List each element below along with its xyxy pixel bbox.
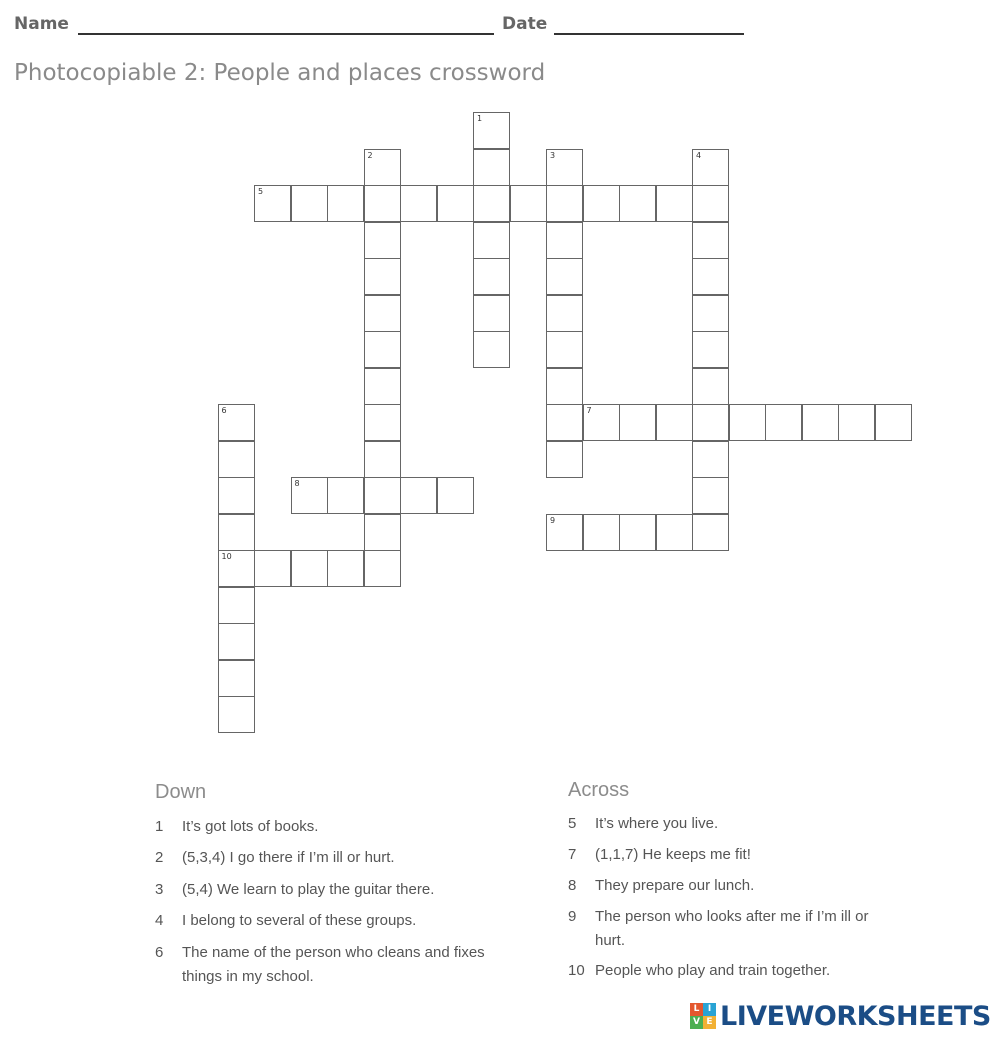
clue-item-number: 4 [155,912,164,929]
logo-text: LIVEWORKSHEETS [720,1000,991,1032]
crossword-cell[interactable] [619,404,656,441]
crossword-cell[interactable] [364,185,401,222]
crossword-cell[interactable] [729,404,766,441]
clue-item-number: 2 [155,849,164,866]
logo-icon-letter: V [690,1016,703,1029]
date-label: Date [502,14,548,34]
crossword-cell[interactable] [583,404,620,441]
crossword-cell[interactable] [218,696,255,733]
crossword-cell[interactable] [473,331,510,368]
crossword-cell[interactable] [546,368,583,405]
crossword-cell[interactable] [327,185,364,222]
logo-icon-letter: L [690,1003,703,1016]
crossword-cell[interactable] [364,368,401,405]
clue-item-number: 8 [568,877,577,894]
crossword-cell[interactable] [619,185,656,222]
crossword-cell[interactable] [291,550,328,587]
crossword-cell[interactable] [619,514,656,551]
crossword-cell[interactable] [546,185,583,222]
clue-item-text: The person who looks after me if I’m ill or hurt. [595,908,869,949]
crossword-cell[interactable] [546,404,583,441]
across-heading: Across [568,779,630,801]
crossword-cell[interactable] [546,441,583,478]
crossword-cell[interactable] [218,660,255,697]
crossword-cell[interactable] [473,222,510,259]
clue-number: 5 [258,187,264,196]
crossword-cell[interactable] [692,404,729,441]
clue-item-text: It’s got lots of books. [182,818,319,835]
crossword-cell[interactable] [254,550,291,587]
crossword-cell[interactable] [692,368,729,405]
crossword-cell[interactable] [364,404,401,441]
crossword-cell[interactable] [364,514,401,551]
crossword-cell[interactable] [437,185,474,222]
crossword-cell[interactable] [218,623,255,660]
crossword-cell[interactable] [692,295,729,332]
crossword-cell[interactable] [364,550,401,587]
crossword-cell[interactable] [254,185,291,222]
crossword-cell[interactable] [218,550,255,587]
crossword-cell[interactable] [364,222,401,259]
crossword-cell[interactable] [838,404,875,441]
clue-item-number: 1 [155,818,164,835]
crossword-cell[interactable] [364,441,401,478]
crossword-cell[interactable] [692,258,729,295]
clue-number: 7 [586,406,592,415]
logo-icon [690,1003,716,1029]
crossword-cell[interactable] [692,514,729,551]
liveworksheets-logo [690,998,991,1034]
crossword-cell[interactable] [473,185,510,222]
logo-icon-letter: E [703,1016,716,1029]
crossword-cell[interactable] [692,149,729,186]
crossword-cell[interactable] [656,404,693,441]
crossword-cell[interactable] [692,441,729,478]
crossword-cell[interactable] [546,258,583,295]
crossword-cell[interactable] [218,477,255,514]
clue-item-text: It’s where you live. [595,815,719,832]
crossword-cell[interactable] [473,295,510,332]
crossword-cell[interactable] [364,477,401,514]
crossword-cell[interactable] [473,258,510,295]
clue-item-text: They prepare our lunch. [595,877,755,894]
crossword-cell[interactable] [692,477,729,514]
crossword-cell[interactable] [437,477,474,514]
clue-number: 9 [550,515,556,525]
crossword-cell[interactable] [291,477,328,514]
clue-number: 6 [221,406,227,415]
crossword-cell[interactable] [364,331,401,368]
clue-item-text: People who play and train together. [595,962,831,979]
page-title: Photocopiable 2: People and places crossword [14,60,546,86]
crossword-cell[interactable] [218,441,255,478]
clue-item-number: 6 [155,944,164,961]
crossword-cell[interactable] [218,587,255,624]
clue-item-number: 5 [568,815,577,832]
crossword-cell[interactable] [656,185,693,222]
crossword-cell[interactable] [327,477,364,514]
clue-number: 10 [221,552,232,561]
crossword-cell[interactable] [364,258,401,295]
clue-item-text: I belong to several of these groups. [182,912,417,929]
crossword-cell[interactable] [546,295,583,332]
down-heading: Down [155,781,207,803]
clue-item-text: The name of the person who cleans and fixes things in my school. [182,944,485,985]
crossword-cell[interactable] [546,222,583,259]
crossword-cell[interactable] [291,185,328,222]
crossword-cell[interactable] [327,550,364,587]
crossword-cell[interactable] [218,514,255,551]
clue-item-number: 10 [568,962,585,979]
crossword-cell[interactable] [546,149,583,186]
crossword-cell[interactable] [400,477,437,514]
clue-number: 3 [550,150,556,160]
clue-item-number: 7 [568,846,577,863]
crossword-cell[interactable] [802,404,839,441]
clue-number: 2 [367,150,373,160]
clue-item-text: (1,1,7) He keeps me fit! [595,846,751,863]
crossword-cell[interactable] [583,185,620,222]
clue-number: 8 [294,479,300,488]
clue-item-number: 3 [155,881,164,898]
crossword-cell[interactable] [473,149,510,186]
clue-item-text: (5,3,4) I go there if I’m ill or hurt. [182,849,395,866]
crossword-cell[interactable] [765,404,802,441]
crossword-cell[interactable] [364,149,401,186]
crossword-cell[interactable] [692,331,729,368]
name-label: Name [14,14,69,34]
crossword-cell[interactable] [510,185,547,222]
crossword-cell[interactable] [875,404,912,441]
clue-number: 4 [696,150,702,160]
clue-item-text: (5,4) We learn to play the guitar there. [182,881,435,898]
crossword-cell[interactable] [400,185,437,222]
crossword-cell[interactable] [218,404,255,441]
clue-number: 1 [477,114,483,123]
crossword-cell[interactable] [583,514,620,551]
crossword-cell[interactable] [656,514,693,551]
crossword-cell[interactable] [692,222,729,259]
crossword-cell[interactable] [692,185,729,222]
crossword-cell[interactable] [546,514,583,551]
crossword-cell[interactable] [546,331,583,368]
crossword-cell[interactable] [473,112,510,149]
logo-icon-letter: I [703,1003,716,1016]
crossword-cell[interactable] [364,295,401,332]
clue-item-number: 9 [568,908,577,925]
